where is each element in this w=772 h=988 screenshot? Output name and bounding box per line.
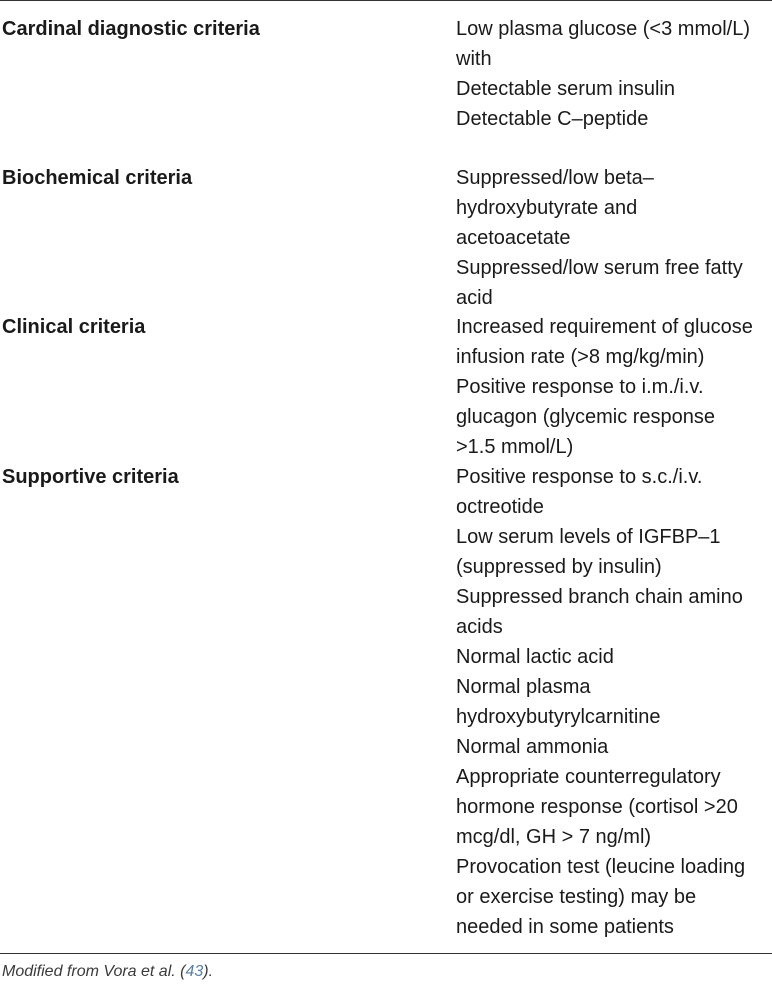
row-label: Clinical criteria (2, 316, 146, 338)
table-bottom-rule (0, 953, 772, 954)
criteria-list (456, 14, 772, 134)
criteria-item: Detectable C–peptide (456, 108, 649, 130)
criteria-item: Positive response to i.m./i.v. glucagon (glycemic response >1.5 mmol/L) (456, 376, 716, 458)
criteria-item: Normal lactic acid (456, 646, 614, 668)
row-label: Biochemical criteria (2, 167, 193, 189)
footnote-suffix: ). (203, 963, 214, 980)
criteria-item: Increased requirement of glucose infusion rate (>8 mg/kg/min) (456, 316, 753, 368)
table-top-rule (0, 0, 772, 1)
footnote-prefix: Modified from Vora et al. ( (2, 963, 186, 980)
criteria-item: Suppressed/low beta– hydroxybutyrate and acetoacetate (456, 167, 654, 249)
criteria-item: Suppressed/low serum free fatty acid (456, 257, 743, 309)
criteria-item: Low plasma glucose (<3 mmol/L) with (456, 18, 751, 70)
criteria-item: Positive response to s.c./i.v. octreotide (456, 466, 703, 518)
criteria-item: Normal ammonia (456, 736, 609, 758)
criteria-list (456, 462, 772, 942)
reference-link[interactable]: 43 (185, 963, 204, 980)
criteria-item: Suppressed branch chain amino acids (456, 586, 743, 638)
criteria-item: Provocation test (leucine loading or exercise testing) may be needed in some patients (456, 856, 746, 938)
criteria-item: Detectable serum insulin (456, 78, 675, 100)
criteria-item: Normal plasma hydroxybutyrylcarnitine (456, 676, 661, 728)
criteria-list (456, 163, 772, 313)
criteria-list (456, 312, 772, 462)
criteria-item: Low serum levels of IGFBP–1 (suppressed by insulin) (456, 526, 721, 578)
row-label: Supportive criteria (2, 466, 179, 488)
row-label: Cardinal diagnostic criteria (2, 18, 260, 40)
table-footnote (2, 961, 213, 983)
criteria-item: Appropriate counterregulatory hormone response (cortisol >20 mcg/dl, GH > 7 ng/ml) (456, 766, 738, 848)
